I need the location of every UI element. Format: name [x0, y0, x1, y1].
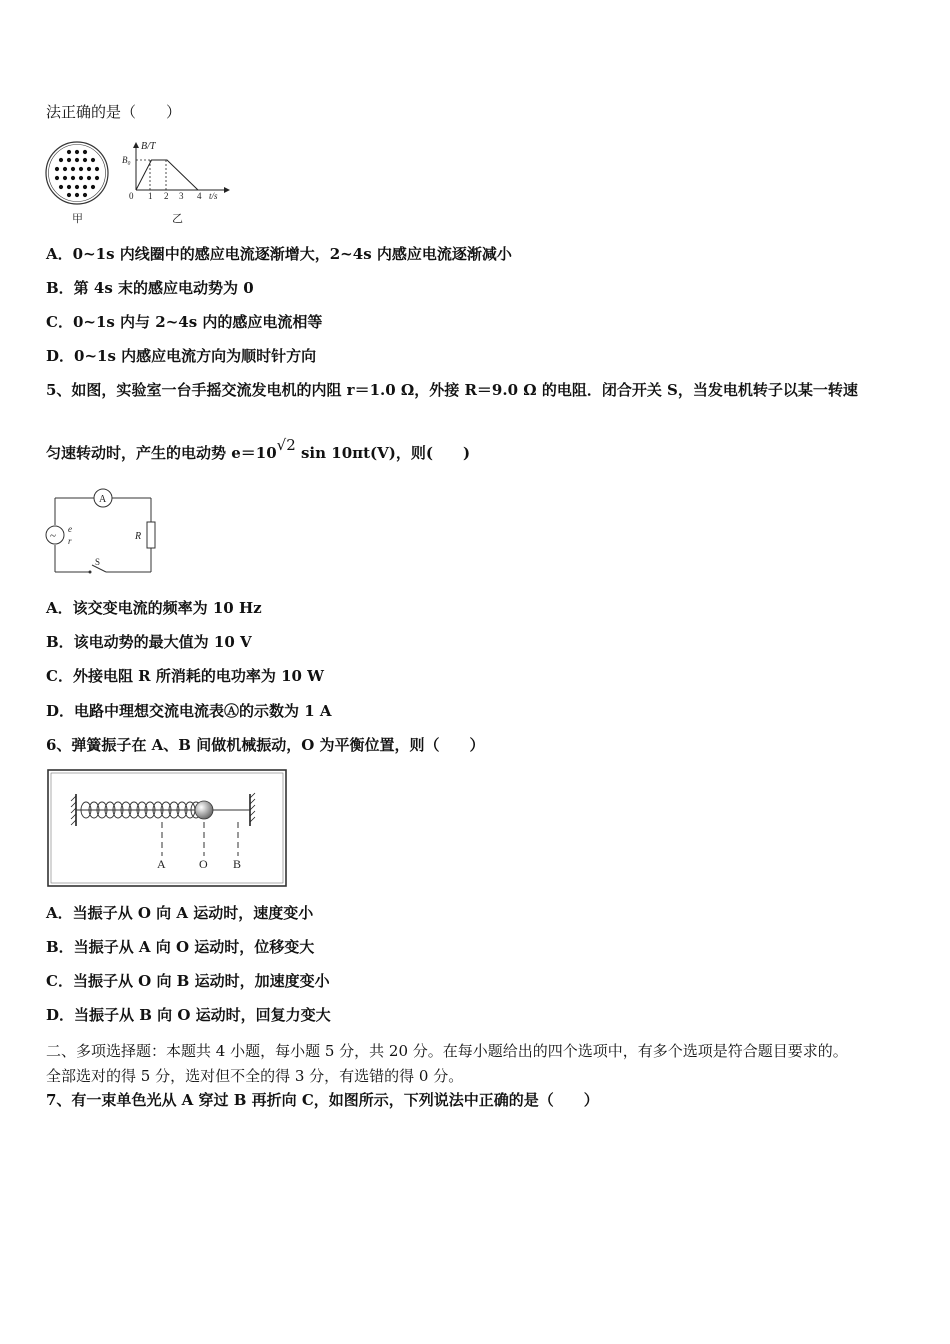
graph-x-tick-0: 0	[129, 191, 134, 201]
ac-source-symbol: ~	[50, 530, 56, 542]
q4-option-b: B．第 4s 末的感应电动势为 0	[46, 279, 254, 297]
position-b-label: B	[233, 857, 242, 871]
q6-stem: 6、弹簧振子在 A、B 间做机械振动，O 为平衡位置，则（ ）	[46, 736, 485, 754]
graph-y-tick: B₀	[122, 155, 131, 165]
internal-r-label: r	[68, 536, 72, 546]
q6-option-d: D．当振子从 B 向 O 运动时，回复力变大	[46, 1006, 331, 1024]
bt-curve	[136, 160, 198, 190]
graph-x-tick-3: 3	[179, 191, 184, 201]
q6-option-c: C．当振子从 O 向 B 运动时，加速度变小	[46, 972, 330, 990]
section2-line2: 全部选对的得 5 分，选对但不全的得 3 分，有选错的得 0 分。	[46, 1067, 464, 1085]
graph-x-tick-2: 2	[164, 191, 169, 201]
q5-stem-line2	[46, 436, 471, 463]
graph-x-tick-1: 1	[148, 191, 153, 201]
fig-yi-label: 乙	[172, 213, 183, 225]
q4-option-a: A．0~1s 内线圈中的感应电流逐渐增大，2~4s 内感应电流逐渐减小	[46, 245, 512, 263]
resistor-label: R	[135, 531, 142, 542]
position-o-label: O	[199, 857, 208, 871]
q4-figure	[44, 140, 234, 228]
graph-x-tick-4: 4	[197, 191, 202, 201]
coil-with-field-dots	[46, 142, 108, 204]
q7-stem: 7、有一束单色光从 A 穿过 B 再折向 C，如图所示，下列说法中正确的是（ ）	[46, 1091, 599, 1109]
section2-line1: 二、多项选择题：本题共 4 小题，每小题 5 分，共 20 分。在每小题给出的四个选项中，有多个选项是符合题目要求的。	[46, 1042, 848, 1060]
q5-option-c: C．外接电阻 R 所消耗的电功率为 10 W	[46, 667, 325, 685]
q6-option-a: A．当振子从 O 向 A 运动时，速度变小	[46, 904, 314, 922]
q4-stem-tail: 法正确的是（ ）	[46, 103, 182, 121]
emf-label: e	[68, 524, 72, 534]
q5-stem-line2-a: 匀速转动时，产生的电动势 e＝10	[46, 444, 277, 462]
q6-option-b: B．当振子从 A 向 O 运动时，位移变大	[46, 938, 315, 956]
oscillator-ball	[195, 801, 213, 819]
q4-option-c: C．0~1s 内与 2~4s 内的感应电流相等	[46, 313, 323, 331]
q5-stem-line1: 5、如图，实验室一台手摇交流发电机的内阻 r＝1.0 Ω，外接 R＝9.0 Ω 的电阻．闭合开关 S，当发电机转子以某一转速	[46, 381, 858, 399]
q4-option-d: D．0~1s 内感应电流方向为顺时针方向	[46, 347, 317, 365]
fig-jia-label: 甲	[72, 213, 83, 225]
q5-option-b: B．该电动势的最大值为 10 V	[46, 633, 252, 651]
q5-circuit	[42, 485, 162, 577]
position-a-label: A	[157, 857, 166, 871]
switch-label: S	[95, 557, 101, 567]
ammeter-label: A	[99, 494, 107, 505]
q5-stem-line2-b: sin 10πt(V)，则( )	[295, 444, 471, 462]
q5-option-d: D．电路中理想交流电流表Ⓐ的示数为 1 A	[46, 702, 332, 720]
graph-xlabel: t/s	[209, 191, 218, 201]
graph-ylabel: B/T	[141, 141, 156, 152]
sqrt-two: √2	[276, 436, 296, 454]
q6-spring-figure	[46, 768, 290, 890]
q5-option-a: A．该交变电流的频率为 10 Hz	[46, 599, 262, 617]
